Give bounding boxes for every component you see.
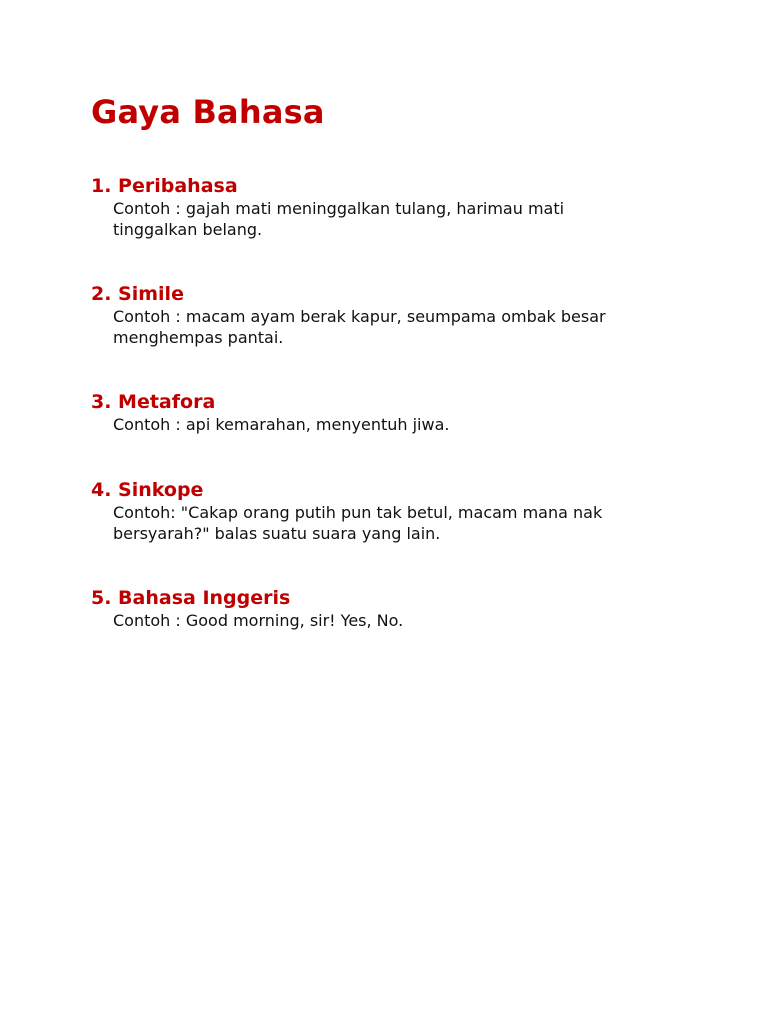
section-sinkope <box>91 478 691 544</box>
section-bahasa-inggeris <box>91 586 691 631</box>
section-heading: 5. Bahasa Inggeris <box>91 587 291 609</box>
example-line: Contoh: "Cakap orang putih pun tak betul, macam mana nak <box>113 503 603 522</box>
section-heading: 1. Peribahasa <box>91 175 238 197</box>
example-line: Contoh : gajah mati meninggalkan tulang, harimau mati <box>113 199 565 218</box>
section-heading: 2. Simile <box>91 283 184 305</box>
section-heading: 3. Metafora <box>91 391 216 413</box>
section-simile <box>91 282 691 348</box>
example-line: tinggalkan belang. <box>113 220 263 239</box>
section-heading: 4. Sinkope <box>91 479 204 501</box>
example-line: Contoh : api kemarahan, menyentuh jiwa. <box>113 415 450 434</box>
section-metafora <box>91 390 691 435</box>
example-line: bersyarah?" balas suatu suara yang lain. <box>113 524 441 543</box>
section-peribahasa <box>91 174 691 240</box>
page-title: Gaya Bahasa <box>91 93 325 131</box>
example-line: menghempas pantai. <box>113 328 284 347</box>
example-line: Contoh : macam ayam berak kapur, seumpama ombak besar <box>113 307 606 326</box>
example-line: Contoh : Good morning, sir! Yes, No. <box>113 611 404 630</box>
